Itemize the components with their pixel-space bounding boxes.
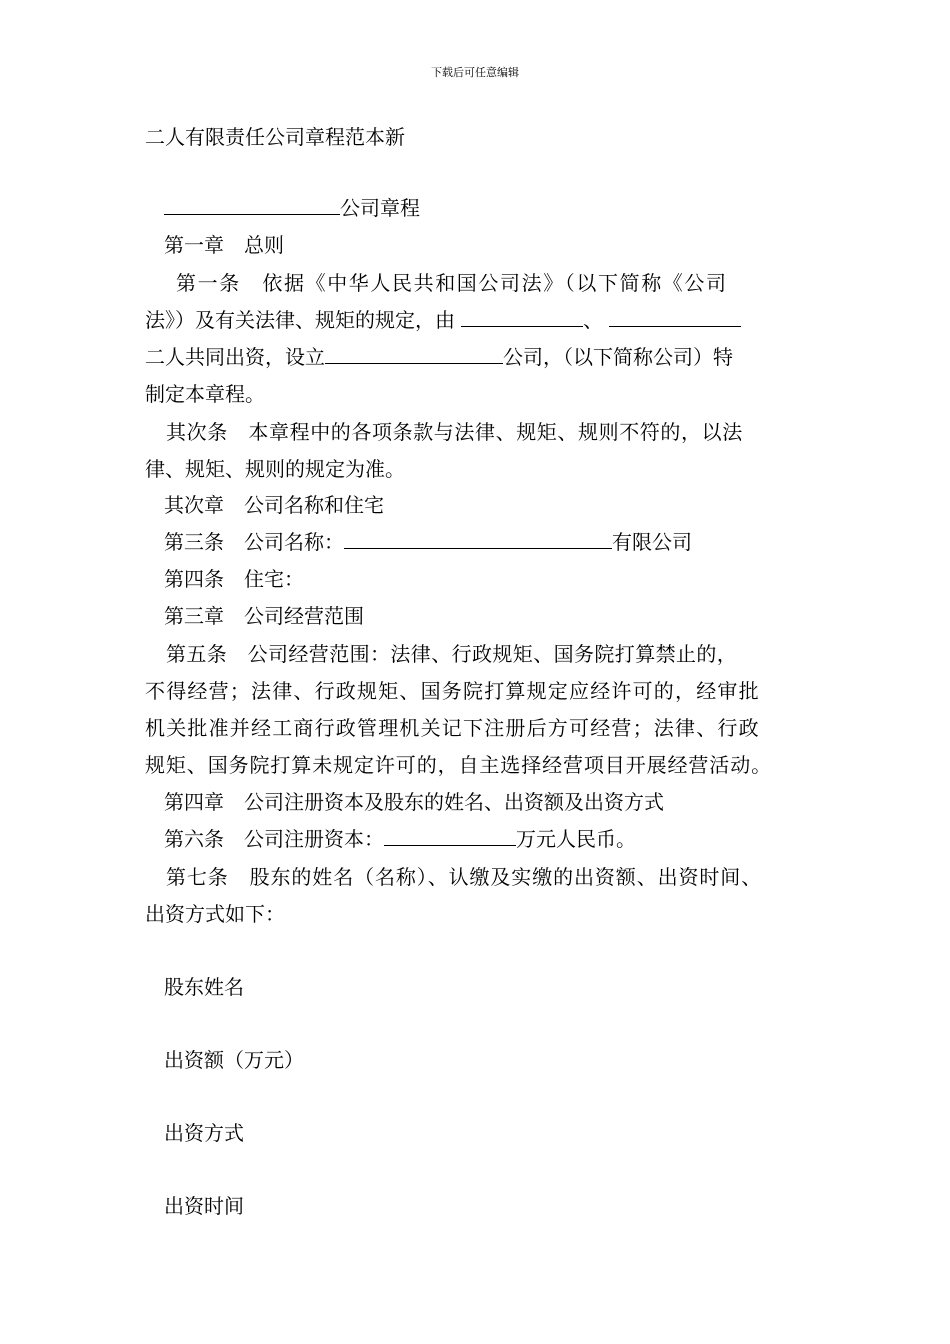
company-name-field-blank xyxy=(344,530,612,549)
article-4: 第四条 住宅： xyxy=(164,567,304,591)
article-1-line-3-text-a: 二人共同出资，设立 xyxy=(145,345,325,369)
article-7-line-1: 第七条 股东的姓名（名称）、认缴及实缴的出资额、出资时间、 xyxy=(166,865,763,889)
shareholder-2-blank xyxy=(609,308,741,327)
article-1-line-2-text: 法》）及有关法律、规矩的规定，由 xyxy=(145,308,455,332)
document-title: 二人有限责任公司章程范本新 xyxy=(145,125,405,149)
article-6-text-a: 第六条 公司注册资本： xyxy=(164,827,384,851)
article-5-line-2: 不得经营；法律、行政规矩、国务院打算规定应经许可的，经审批 xyxy=(145,679,760,703)
field-contribution-amount: 出资额（万元） xyxy=(164,1048,304,1072)
article-1-line-3-text-b: 公司，（以下简称公司）特 xyxy=(503,345,733,369)
article-5-line-4: 规矩、国务院打算未规定许可的，自主选择经营项目开展经营活动。 xyxy=(145,753,772,777)
article-2-line-1: 其次条 本章程中的各项条款与法律、规矩、规则不符的，以法 xyxy=(166,420,743,444)
subtitle-line xyxy=(164,195,844,221)
article-1-line-4: 制定本章程。 xyxy=(145,382,265,406)
article-5-line-1: 第五条 公司经营范围：法律、行政规矩、国务院打算禁止的， xyxy=(166,642,738,666)
article-6 xyxy=(164,826,844,852)
chapter-4-heading: 第四章 公司注册资本及股东的姓名、出资额及出资方式 xyxy=(164,790,664,814)
article-3 xyxy=(164,529,844,555)
company-blank xyxy=(325,345,503,364)
article-1-separator: 、 xyxy=(583,308,603,332)
chapter-3-heading: 第三章 公司经营范围 xyxy=(164,604,364,628)
article-3-text-a: 第三条 公司名称： xyxy=(164,530,344,554)
article-1-line-2 xyxy=(145,307,825,333)
shareholder-1-blank xyxy=(461,308,583,327)
article-5-line-3: 机关批准并经工商行政管理机关记下注册后方可经营；法律、行政 xyxy=(145,716,760,740)
article-7-line-2: 出资方式如下： xyxy=(145,902,285,926)
article-2-line-2: 律、规矩、规则的规定为准。 xyxy=(145,457,405,481)
company-name-blank xyxy=(164,196,340,215)
article-3-text-b: 有限公司 xyxy=(612,530,692,554)
article-1-line-3 xyxy=(145,344,825,370)
chapter-1-heading: 第一章 总则 xyxy=(164,233,284,257)
capital-blank xyxy=(384,827,516,846)
chapter-2-heading: 其次章 公司名称和住宅 xyxy=(164,493,384,517)
subtitle-text: 公司章程 xyxy=(340,196,420,220)
field-contribution-time: 出资时间 xyxy=(164,1194,244,1218)
field-shareholder-name: 股东姓名 xyxy=(164,975,244,999)
article-6-text-b: 万元人民币。 xyxy=(516,827,636,851)
field-contribution-method: 出资方式 xyxy=(164,1121,244,1145)
page-header: 下载后可任意编辑 xyxy=(431,66,519,79)
article-1-line-1: 第一条 依据《中华人民共和国公司法》（以下简称《公司 xyxy=(176,271,728,295)
